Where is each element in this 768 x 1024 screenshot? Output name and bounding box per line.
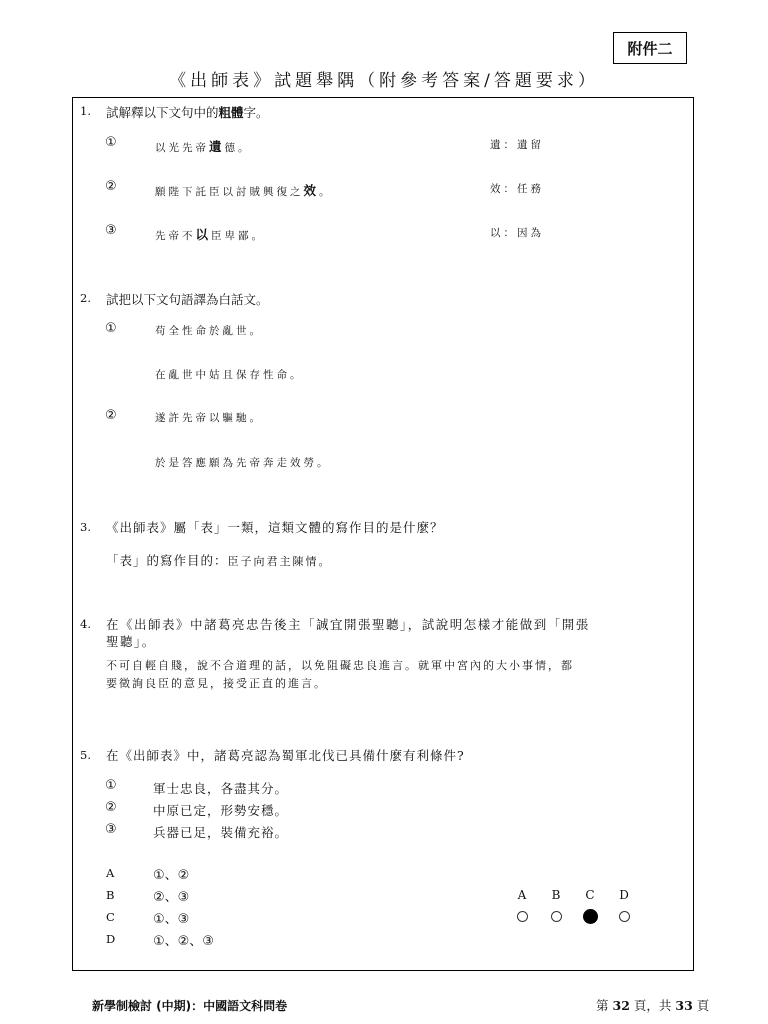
footer-page-number: 第 32 頁，共 33 頁: [596, 998, 710, 1013]
footer-survey-title: 新學制檢討 (中期)：中國語文科問卷: [92, 999, 288, 1013]
q5-statement3-text: 兵器已足，裝備充裕。: [153, 825, 289, 840]
attachment-label: 附件二: [613, 32, 687, 64]
q5-option-c-letter: C: [106, 910, 115, 924]
q2-number: 2.: [80, 291, 91, 305]
q5-option-c-text: ①、③: [153, 912, 190, 927]
q1-item3-text: 先帝不以臣卑鄙。: [155, 227, 266, 242]
q5-option-d-text: ①、②、③: [153, 934, 214, 949]
bubble-b[interactable]: [551, 911, 562, 922]
bubble-d[interactable]: [619, 911, 630, 922]
q5-option-d-letter: D: [106, 932, 116, 946]
q5-statement1-text: 軍士忠良，各盡其分。: [153, 781, 289, 796]
q3-prompt: 《出師表》屬「表」一類，這類文體的寫作目的是什麼？: [106, 520, 444, 535]
q5-option-b-text: ②、③: [153, 890, 190, 905]
q1-item1-answer: 遺：遺留: [490, 139, 544, 151]
page-title: 《出師表》試題舉隅（附參考答案/答題要求）: [169, 71, 599, 91]
q2-item1-text: 苟全性命於亂世。: [155, 325, 263, 337]
bubble-label-b: B: [551, 888, 561, 902]
q1-item2-answer: 效：任務: [490, 183, 544, 195]
q2-item1-mark: ①: [105, 321, 117, 336]
q1-number: 1.: [80, 104, 91, 118]
bubble-label-d: D: [619, 888, 629, 902]
q5-statement3-mark: ③: [105, 822, 117, 837]
q2-prompt: 試把以下文句語譯為白話文。: [106, 292, 269, 307]
q1-item2-mark: ②: [105, 179, 117, 194]
q5-number: 5.: [80, 748, 91, 762]
q5-option-a-text: ①、②: [153, 868, 190, 883]
bubble-label-a: A: [517, 888, 527, 902]
q2-item1-answer: 在亂世中姑且保存性命。: [155, 369, 304, 381]
q1-item2-text: 願陛下託臣以討賊興復之效。: [155, 183, 333, 198]
bubble-c[interactable]: [583, 909, 598, 924]
q5-prompt: 在《出師表》中，諸葛亮認為蜀軍北伐已具備什麼有利條件?: [106, 748, 465, 763]
q4-number: 4.: [80, 617, 91, 631]
q5-option-b-letter: B: [106, 888, 115, 902]
q2-item2-mark: ②: [105, 408, 117, 423]
q3-number: 3.: [80, 520, 91, 534]
q3-answer: 「表」的寫作目的：臣子向君主陳情。: [106, 553, 332, 568]
q1-item3-answer: 以：因為: [490, 227, 544, 239]
bubble-label-c: C: [585, 888, 595, 902]
q4-prompt-line1: 在《出師表》中諸葛亮忠告後主「誠宜開張聖聽」，試說明怎樣才能做到「開張: [106, 617, 590, 632]
q1-item1-text: 以光先帝遺德。: [155, 139, 252, 154]
bubble-a[interactable]: [517, 911, 528, 922]
q2-item2-text: 遂許先帝以驅馳。: [155, 412, 263, 424]
q4-answer-line1: 不可自輕自賤，說不合道理的話，以免阻礙忠良進言。就軍中宮內的大小事情，都: [106, 659, 574, 672]
q5-statement2-text: 中原已定，形勢安穩。: [153, 803, 289, 818]
q4-answer-line2: 要徵詢良臣的意見，接受正直的進言。: [106, 677, 327, 690]
q5-option-a-letter: A: [106, 866, 115, 880]
q5-statement2-mark: ②: [105, 800, 117, 815]
q1-item1-mark: ①: [105, 135, 117, 150]
q2-item2-answer: 於是答應願為先帝奔走效勞。: [155, 457, 331, 469]
q5-statement1-mark: ①: [105, 778, 117, 793]
q1-prompt: 試解釋以下文句中的粗體字。: [106, 105, 269, 120]
q4-prompt-line2: 聖聽」。: [106, 634, 156, 649]
q1-item3-mark: ③: [105, 223, 117, 238]
